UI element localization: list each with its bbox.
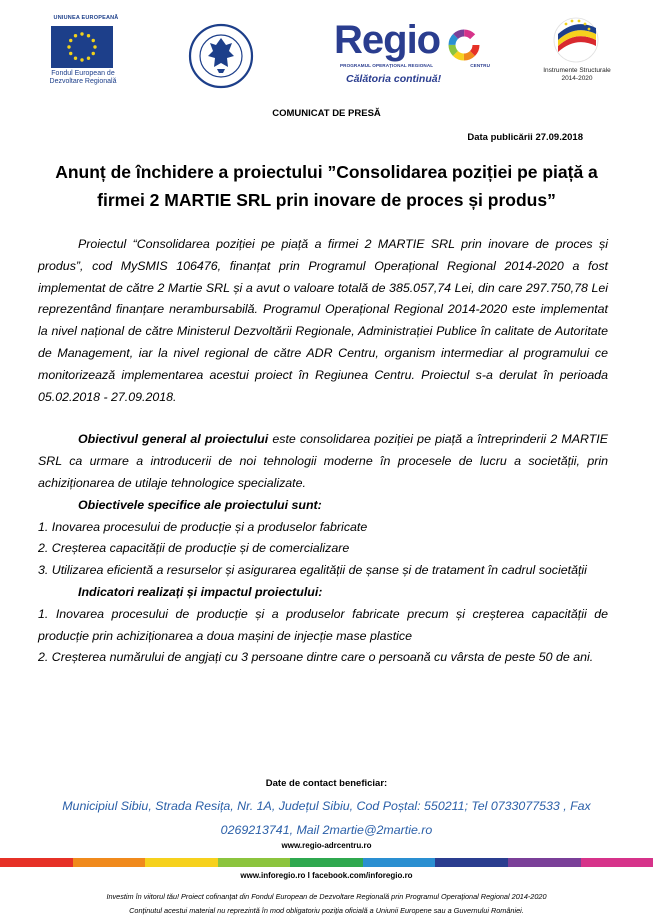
regio-slogan: Călătoria continuă! [346, 73, 442, 85]
contact-line1: Municipiul Sibiu, Strada Resița, Nr. 1A, Județul Sibiu, Cod Poștal: 550211; Tel 0733077533 , Fax [62, 799, 591, 813]
contact-line2: 0269213741, Mail 2martie@2martie.ro [220, 823, 433, 837]
eu-star-icon [74, 57, 77, 60]
stripe-segment [581, 858, 653, 867]
color-stripe [0, 858, 653, 867]
list-item: 1. Inovarea procesului de producție și a produselor fabricate precum și creșterea capacității de producție prin achiziționarea a doua mașini de injecție mase plastice [38, 606, 608, 643]
eu-star-icon [80, 58, 83, 61]
eu-star-icon [92, 39, 95, 42]
eu-logo-subtitle [40, 70, 126, 86]
footer-links[interactable]: www.inforegio.ro I facebook.com/inforegio.ro [240, 871, 413, 880]
document-body [38, 234, 608, 669]
stripe-segment [508, 858, 581, 867]
footer-disclaimer: Conținutul acestui material nu reprezintă în mod obligatoriu poziția oficială a Uniunii Europene sau a Guvernului României. [129, 906, 524, 915]
stripe-segment [363, 858, 436, 867]
eu-star-icon [80, 32, 83, 35]
eu-star-icon [67, 45, 70, 48]
regio-program-text: PROGRAMUL OPERAȚIONAL REGIONAL [340, 63, 434, 68]
structural-instruments-icon [552, 16, 600, 64]
list-item: 1. Inovarea procesului de producție și a produselor fabricate [38, 519, 368, 534]
regio-program-suffix: CENTRU [470, 63, 490, 68]
structural-line2: 2014-2020 [561, 75, 593, 82]
regio-website-link[interactable]: www.regio-adrcentru.ro [281, 841, 372, 850]
logo-band [0, 0, 653, 100]
structural-instruments-label [534, 67, 620, 83]
eu-star-icon [87, 34, 90, 37]
eu-flag-icon [51, 26, 113, 68]
eu-star-icon [93, 45, 96, 48]
general-objective-label: Obiectivul general al proiectului [78, 432, 269, 447]
eu-subtitle-line1: Fondul European de [51, 70, 115, 77]
press-release-label: COMUNICAT DE PRESĂ [272, 108, 381, 119]
eu-star-icon [69, 39, 72, 42]
eu-star-icon [74, 34, 77, 37]
stripe-segment [290, 858, 363, 867]
list-item: 2. Creșterea capacității de producție și de comercializare [38, 541, 350, 556]
contact-title: Date de contact beneficiar: [265, 778, 388, 789]
eu-star-icon [69, 52, 72, 55]
general-objective-text: este consolidarea poziției pe piață a întreprinderii 2 MARTIE SRL ca urmare a introducerii de noi tehnologii moderne în procesele de lucru a societății, prin achiziționarea de utilaje tehnologice specializate. [38, 432, 608, 490]
specific-objectives-heading: Obiectivele specifice ale proiectului sunt: [78, 497, 322, 512]
government-seal-icon [188, 23, 254, 89]
regio-program-label [340, 63, 490, 68]
document-title: Anunț de închidere a proiectului ”Consolidarea poziției pe piață a firmei 2 MARTIE SRL prin inovare de proces și produs” [55, 162, 598, 210]
stripe-segment [145, 858, 218, 867]
regio-wordmark: Regio [334, 18, 441, 62]
list-item: 3. Utilizarea eficientă a resurselor și asigurarea egalității de șanse și de tratament în cadrul societății [38, 563, 587, 578]
publication-date: Data publicării 27.09.2018 [467, 132, 583, 143]
eu-star-icon [92, 52, 95, 55]
regio-logo [334, 18, 492, 92]
stripe-segment [0, 858, 73, 867]
stripe-segment [435, 858, 508, 867]
eu-subtitle-line2: Dezvoltare Regională [49, 78, 117, 85]
eu-star-icon [87, 57, 90, 60]
regio-color-ring-icon [447, 28, 481, 62]
contact-info [60, 794, 593, 842]
stripe-segment [218, 858, 291, 867]
footer-cofinancing-note: Investim în viitorul tău! Proiect cofinanțat din Fondul European de Dezvoltare Regională prin Programul Operațional Regional 2014-2020 [106, 892, 547, 901]
eu-logo-title: UNIUNEA EUROPEANĂ [53, 15, 119, 21]
stripe-segment [73, 858, 146, 867]
general-objective-paragraph [38, 429, 608, 494]
intro-paragraph: Proiectul “Consolidarea poziției pe piață a firmei 2 MARTIE SRL prin inovare de proces și produs”, cod MySMIS 106476, finanțat prin Programul Operațional Regional 2014-2020 a fost implementat de către 2 Martie SRL și a avut o valoare totală de 385.057,74 Lei, din care 297.750,78 Lei reprezentând finanțare nerambursabilă. Programul Operațional Regional 2014-2020 este implementat la nivel național de către Ministerul Dezvoltării Regionale, Administrației Publice în calitate de Autoritate de Management, iar la nivel regional de către ADR Centru, organism intermediar al programului ce monitorizează implementarea acestui proiect în Regiunea Centru. Proiectul s-a derulat în perioada 05.02.2018 - 27.09.2018. [38, 237, 608, 404]
list-item: 2. Creșterea numărului de angjați cu 3 persoane dintre care o persoană cu vârsta de peste 50 de ani. [38, 650, 594, 665]
structural-line1: Instrumente Structurale [543, 67, 611, 74]
indicators-heading: Indicatori realizați și impactul proiectului: [78, 584, 323, 599]
